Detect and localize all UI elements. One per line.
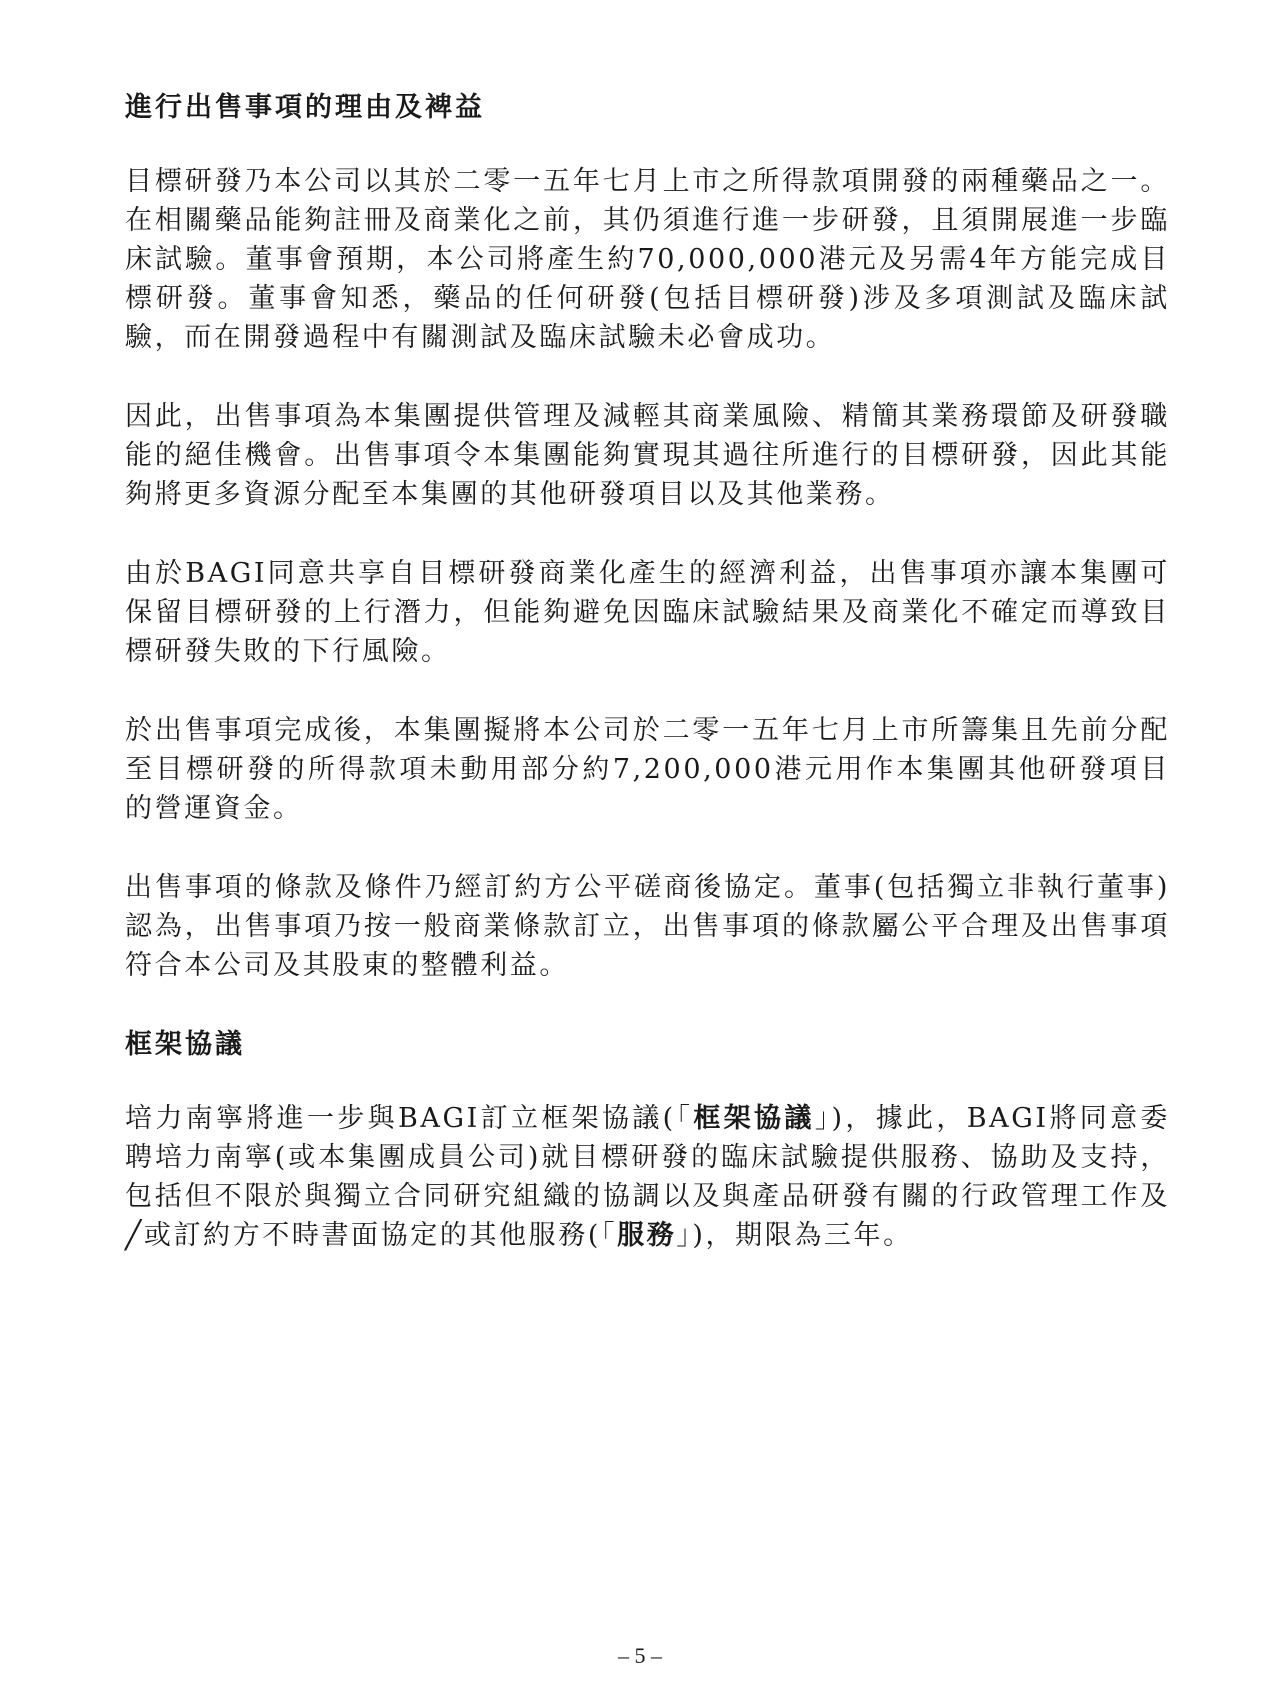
framework-text-part3: 」)，期限為三年。 <box>676 1220 913 1251</box>
section-heading-reasons-benefits: 進行出售事項的理由及裨益 <box>125 92 485 123</box>
paragraph-framework-agreement <box>125 1099 1170 1255</box>
paragraph-proceeds-use: 於出售事項完成後，本集團擬將本公司於二零一五年七月上市所籌集且先前分配至目標研發的所得款項未動用部分約7,200,000港元用作本集團其他研發項目的營運資金。 <box>125 715 1170 824</box>
section-heading-framework-agreement: 框架協議 <box>125 1029 245 1060</box>
framework-text-part2: 」)，據此，BAGI將同意委聘培力南寧(或本集團成員公司)就目標研發的臨床試驗提供服務、協助及支持，包括但不限於與獨立合同研究組織的協調以及與產品研發有關的行政管理工作及╱或訂約方不時書面協定的其他服務(「 <box>125 1103 1170 1251</box>
paragraph-opportunity: 因此，出售事項為本集團提供管理及減輕其商業風險、精簡其業務環節及研發職能的絕佳機會。出售事項令本集團能夠實現其過往所進行的目標研發，因此其能夠將更多資源分配至本集團的其他研發項目以及其他業務。 <box>125 401 1170 510</box>
paragraph-bagi-benefits: 由於BAGI同意共享自目標研發商業化產生的經濟利益，出售事項亦讓本集團可保留目標研發的上行潛力，但能夠避免因臨床試驗結果及商業化不確定而導致目標研發失敗的下行風險。 <box>125 558 1170 667</box>
defined-term-framework-agreement: 框架協議 <box>693 1103 815 1134</box>
page-number: – 5 – <box>618 1643 662 1668</box>
document-page <box>125 88 1170 1255</box>
paragraph-terms-fair: 出售事項的條款及條件乃經訂約方公平磋商後協定。董事(包括獨立非執行董事)認為，出售事項乃按一般商業條款訂立，出售事項的條款屬公平合理及出售事項符合本公司及其股東的整體利益。 <box>125 872 1170 981</box>
framework-text-part1: 培力南寧將進一步與BAGI訂立框架協議(「 <box>125 1103 694 1134</box>
defined-term-services: 服務 <box>617 1220 677 1251</box>
paragraph-target-rd: 目標研發乃本公司以其於二零一五年七月上市之所得款項開發的兩種藥品之一。在相關藥品能夠註冊及商業化之前，其仍須進行進一步研發，且須開展進一步臨床試驗。董事會預期，本公司將產生約70,000,000港元及另需4年方能完成目標研發。董事會知悉，藥品的任何研發(包括目標研發)涉及多項測試及臨床試驗，而在開發過程中有關測試及臨床試驗未必會成功。 <box>125 166 1170 353</box>
